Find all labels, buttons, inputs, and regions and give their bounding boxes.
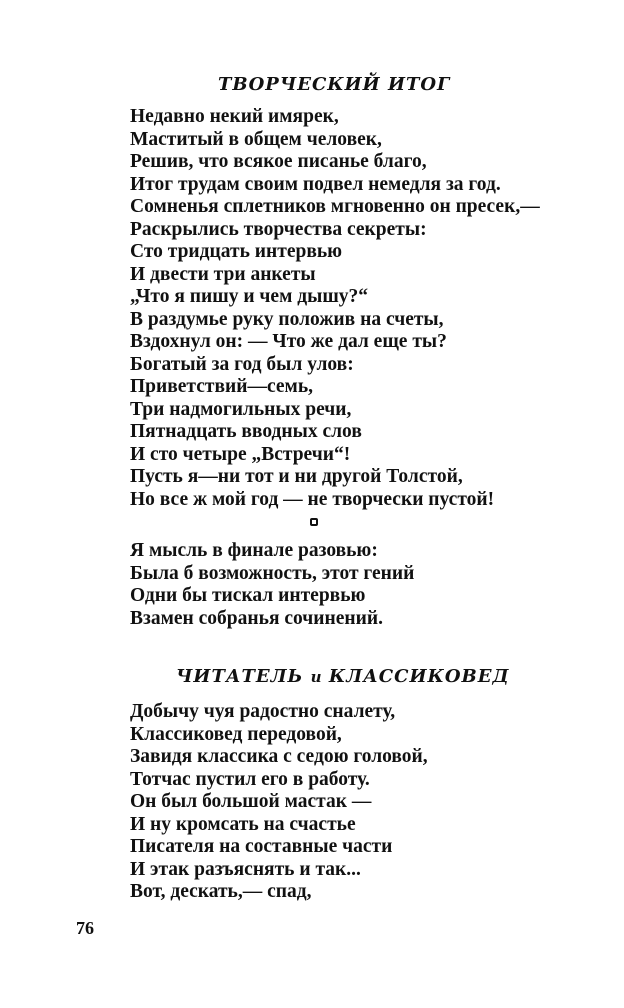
verse-line: Завидя классика с седою головой, xyxy=(130,746,428,767)
verse-line: Приветствий—семь, xyxy=(130,376,314,397)
verse-line: Взамен собранья сочинений. xyxy=(130,607,383,629)
verse-line: Вот, дескать,— спад, xyxy=(130,881,312,902)
title-part: КЛАССИКОВЕД xyxy=(328,666,510,687)
verse-line: Три надмогильных речи, xyxy=(130,398,352,420)
verse-line: В раздумье руку положив на счеты, xyxy=(130,308,444,330)
verse-line: И ну кромсать на счастье xyxy=(130,813,356,835)
verse-line: „Что я пишу и чем дышу?“ xyxy=(130,286,369,307)
verse-line: И сто четыре „Встречи“! xyxy=(130,443,351,465)
verse-line: Сомненья сплетников мгновенно он пресек,— xyxy=(130,196,540,217)
verse-line: Пусть я—ни тот и ни другой Толстой, xyxy=(130,466,463,487)
verse-line: Недавно некий имярек, xyxy=(130,106,339,127)
poem-title-reader-and-classicist xyxy=(176,666,509,687)
verse-line: Сто тридцать интервью xyxy=(130,241,343,262)
verse-line: Но все ж мой год — не творчески пустой! xyxy=(130,488,495,510)
verse-line: Была б возможность, этот гений xyxy=(130,562,415,584)
verse-line: Он был большой мастак — xyxy=(130,791,372,812)
verse-line: Вздохнул он: — Что же дал еще ты? xyxy=(130,331,447,352)
verse-line: Маститый в общем человек, xyxy=(130,128,382,150)
title-conjunction: и xyxy=(310,668,322,686)
verse-line: Тотчас пустил его в работу. xyxy=(130,768,370,790)
poem1-stanza xyxy=(130,106,540,511)
verse-line: И двести три анкеты xyxy=(130,263,316,285)
verse-line: Добычу чуя радостно сналету, xyxy=(130,701,396,722)
verse-line: Пятнадцать вводных слов xyxy=(130,421,362,442)
verse-line: Решив, что всякое писанье благо, xyxy=(130,151,427,172)
verse-line: И этак разъяснять и так... xyxy=(130,858,361,880)
verse-line: Богатый за год был улов: xyxy=(130,353,354,375)
verse-line: Одни бы тискал интервью xyxy=(130,585,366,606)
verse-line: Писателя на составные части xyxy=(130,836,393,857)
verse-line: Я мысль в финале разовью: xyxy=(130,540,378,561)
page-number: 76 xyxy=(76,918,94,938)
poem-title-creative-result: ТВОРЧЕСКИЙ ИТОГ xyxy=(218,74,451,95)
verse-line: Классиковед передовой, xyxy=(130,723,342,745)
verse-line: Раскрылись творчества секреты: xyxy=(130,218,427,240)
verse-line: Итог трудам своим подвел немедля за год. xyxy=(130,173,501,195)
poem1-coda-stanza xyxy=(130,540,414,630)
poem2-stanza xyxy=(130,701,428,904)
title-part: ЧИТАТЕЛЬ xyxy=(176,666,304,687)
section-divider-square-icon xyxy=(310,518,318,526)
